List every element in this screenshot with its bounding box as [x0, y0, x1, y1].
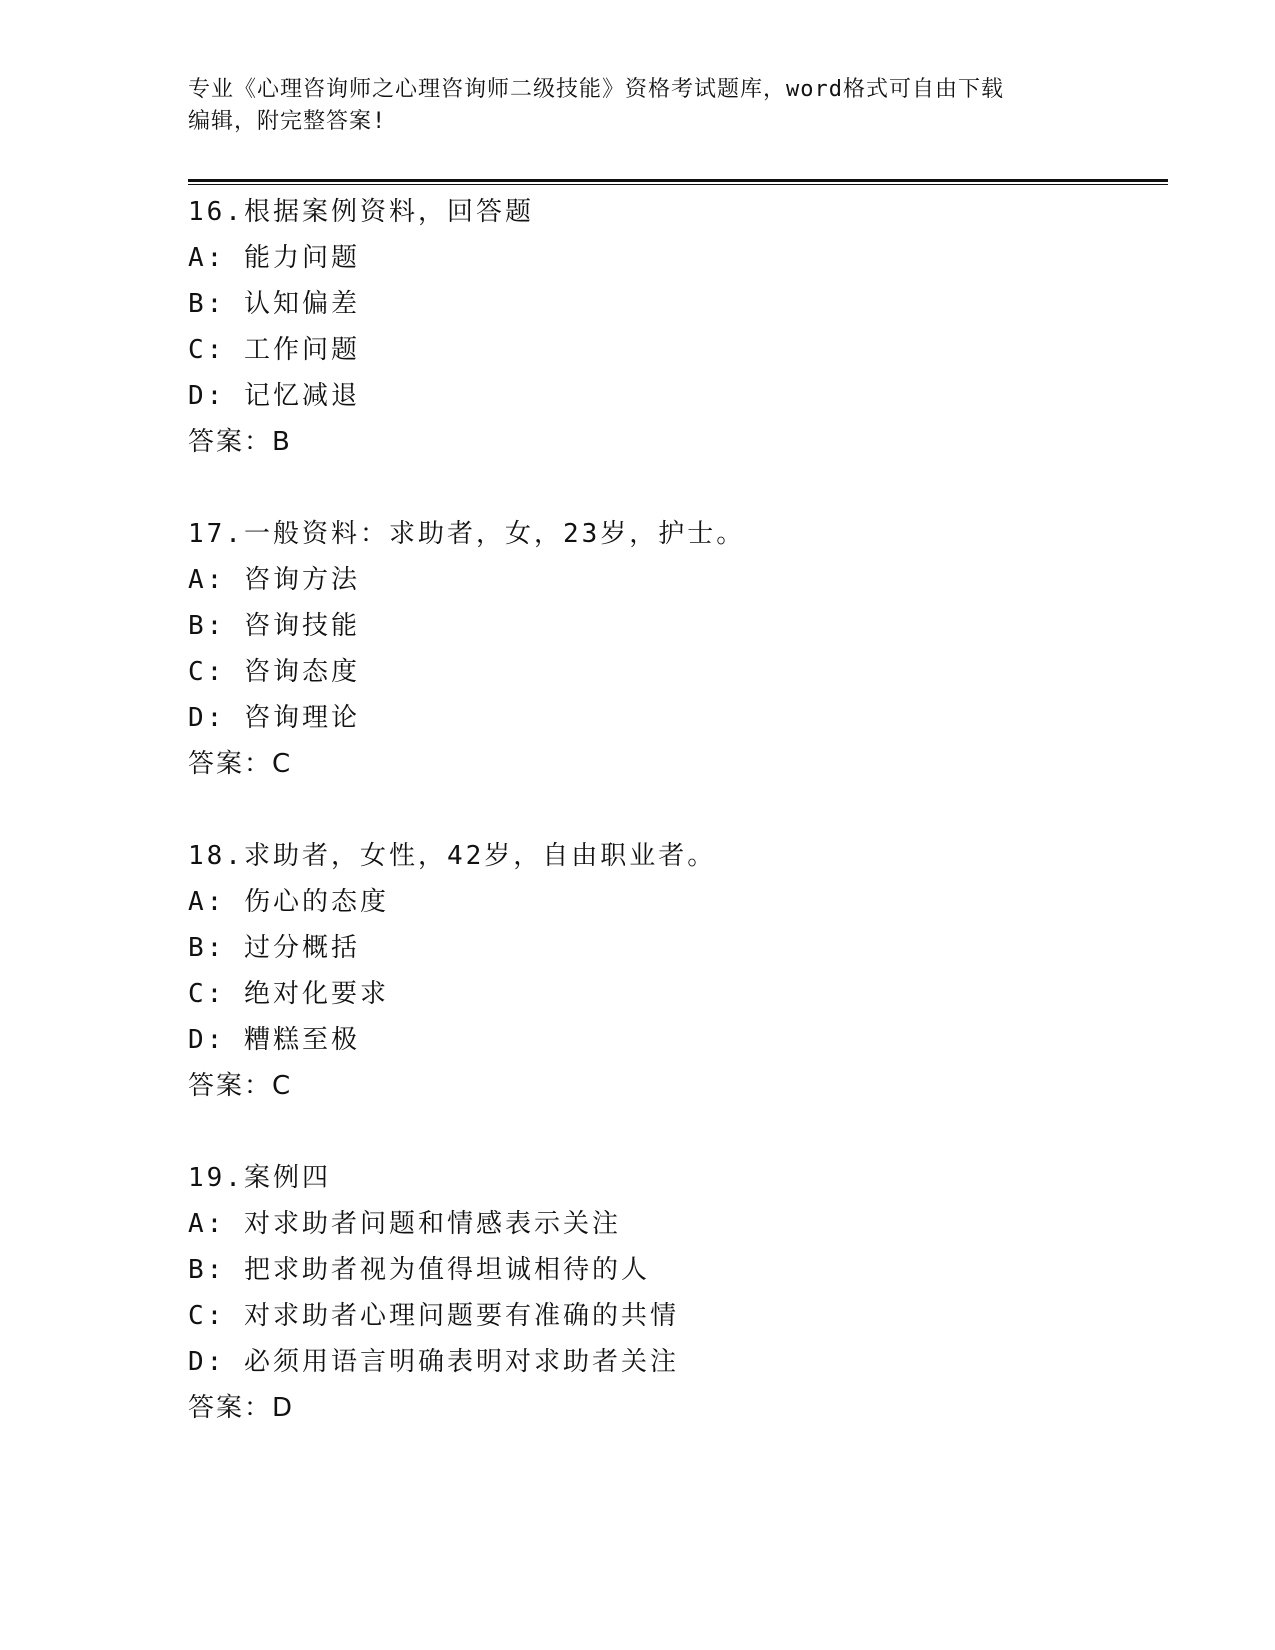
- option-d: D: 记忆减退: [188, 381, 360, 411]
- option-d: D: 糟糕至极: [188, 1025, 360, 1055]
- question-list: [188, 189, 1168, 1477]
- option-b: B: 咨询技能: [188, 611, 360, 641]
- header-line-1: 专业《心理咨询师之心理咨询师二级技能》资格考试题库，word格式可自由下载: [188, 77, 1004, 102]
- header-line-2: 编辑，附完整答案!: [188, 109, 387, 134]
- option-a: A: 能力问题: [188, 243, 360, 273]
- header-divider-thin: [188, 184, 1168, 185]
- question-stem: 17.一般资料：求助者，女，23岁，护士。: [188, 519, 746, 549]
- question-stem: 16.根据案例资料，回答题: [188, 197, 534, 227]
- answer-line: 答案：B: [188, 427, 292, 457]
- question-19: [188, 1155, 1168, 1431]
- option-d: D: 必须用语言明确表明对求助者关注: [188, 1347, 679, 1377]
- option-c: C: 对求助者心理问题要有准确的共情: [188, 1301, 679, 1331]
- option-c: C: 咨询态度: [188, 657, 360, 687]
- answer-line: 答案：C: [188, 749, 293, 779]
- option-b: B: 把求助者视为值得坦诚相待的人: [188, 1255, 650, 1285]
- option-a: A: 对求助者问题和情感表示关注: [188, 1209, 621, 1239]
- option-a: A: 咨询方法: [188, 565, 360, 595]
- option-b: B: 过分概括: [188, 933, 360, 963]
- answer-line: 答案：D: [188, 1393, 295, 1423]
- question-16: [188, 189, 1168, 465]
- header-divider-thick: [188, 179, 1168, 182]
- question-stem: 19.案例四: [188, 1163, 331, 1193]
- answer-line: 答案：C: [188, 1071, 293, 1101]
- question-17: [188, 511, 1168, 787]
- option-c: C: 工作问题: [188, 335, 360, 365]
- option-c: C: 绝对化要求: [188, 979, 389, 1009]
- question-stem: 18.求助者，女性，42岁，自由职业者。: [188, 841, 717, 871]
- option-a: A: 伤心的态度: [188, 887, 389, 917]
- document-header: [188, 74, 1068, 138]
- question-18: [188, 833, 1168, 1109]
- option-d: D: 咨询理论: [188, 703, 360, 733]
- option-b: B: 认知偏差: [188, 289, 360, 319]
